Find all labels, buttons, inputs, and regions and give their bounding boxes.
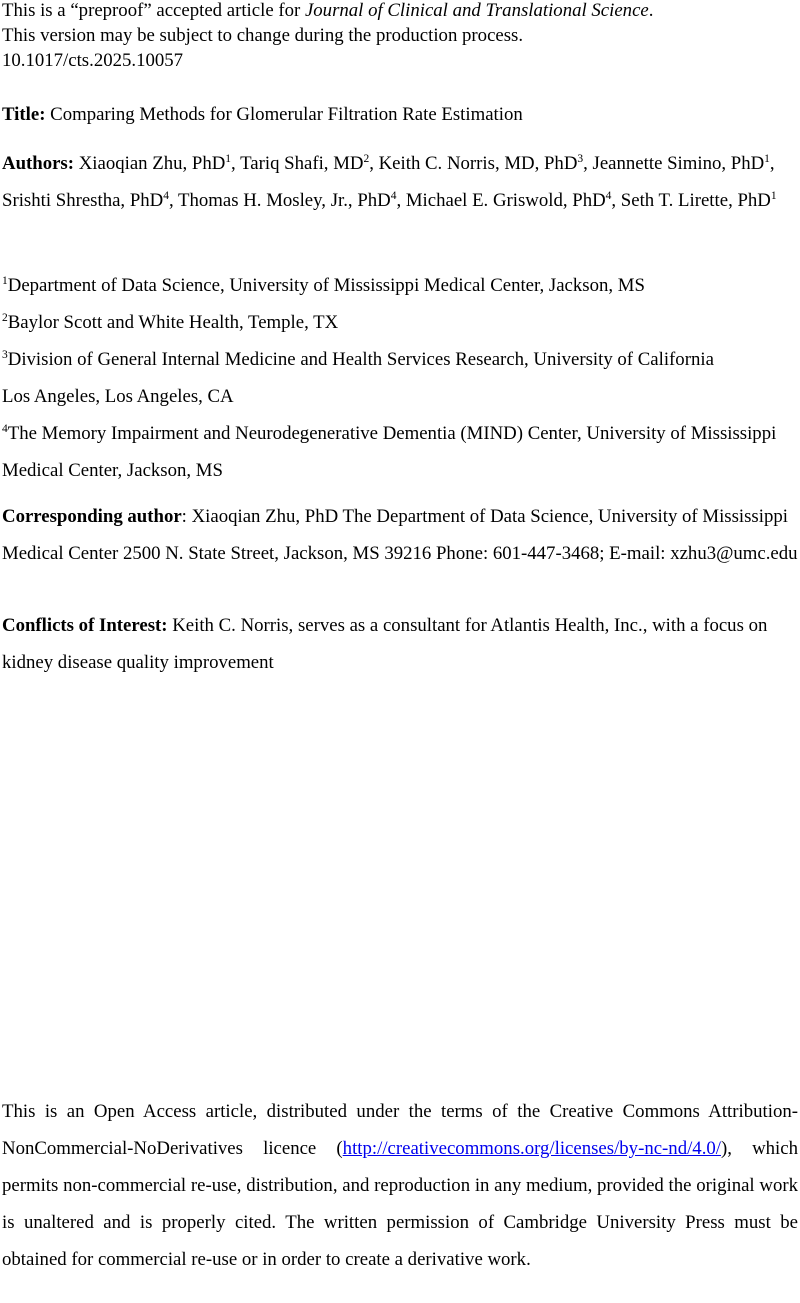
- authors-label: Authors:: [2, 153, 74, 174]
- author-affiliation-marker: 3: [577, 152, 584, 165]
- title-label: Title:: [2, 104, 46, 125]
- corresponding-author-block: [2, 498, 798, 572]
- affiliation-4: $^4$The Memory Impairment and Neurodegenerative Dementia (MIND) Center, University of Mississippi Medical Center, Jackson, MS: [2, 422, 777, 481]
- author-affiliation-marker: 4: [163, 189, 169, 202]
- preproof-notice: [2, 0, 798, 73]
- doi: 10.1017/cts.2025.10057: [2, 50, 184, 71]
- journal-name: Journal of Clinical and Translational Science: [304, 0, 649, 21]
- author-separator: ,: [369, 153, 379, 174]
- title-line: [2, 102, 798, 127]
- author-separator: ,: [396, 190, 406, 211]
- conflicts-text: Keith C. Norris, serves as a consultant for Atlantis Health, Inc., with a focus on kidney disease quality improvement: [2, 615, 768, 673]
- affiliation-3: $^3$Division of General Internal Medicine and Health Services Research, University of California Los Angeles, Los Angeles, CA: [2, 348, 714, 407]
- license-link[interactable]: http://creativecommons.org/licenses/by-nc-nd/4.0/: [342, 1138, 721, 1159]
- author-name: Thomas H. Mosley, Jr., PhD: [178, 190, 391, 211]
- author-separator: ,: [231, 153, 241, 174]
- author-separator: ,: [611, 190, 621, 211]
- preproof-line-2: This version may be subject to change during the production process.: [2, 25, 524, 46]
- license-block: This is an Open Access article, distributed under the terms of the Creative Commons Attribution- NonCommercial-NoDerivatives licence (http://creativecommons.org/licenses/by-nc-nd/4.0/), which permits non-commercial re-use, distribution, and reproduction in any medium, provided the original work is unaltered and is properly cited. The written permission of Cambridge University Press must be obtained for commercial re-use or in order to create a derivative work.: [2, 1101, 798, 1270]
- affiliation-2: $^2$Baylor Scott and White Health, Temple, TX: [2, 311, 339, 333]
- author-name: Jeannette Simino, PhD: [592, 153, 765, 174]
- author-separator: ,: [168, 190, 179, 211]
- corresponding-label: Corresponding author: [2, 506, 182, 527]
- author-affiliation-marker: 1: [764, 152, 770, 165]
- author-separator: ,: [769, 153, 775, 174]
- author-affiliation-marker: 4: [390, 189, 397, 202]
- author-name: Seth T. Lirette, PhD: [620, 190, 771, 211]
- author-affiliation-marker: 2: [363, 152, 370, 165]
- author-name: Xiaoqian Zhu, PhD: [78, 153, 226, 174]
- author-affiliation-marker: 1: [770, 189, 777, 202]
- author-name: Michael E. Griswold, PhD: [405, 190, 606, 211]
- author-affiliation-marker: 4: [605, 189, 612, 202]
- author-separator: ,: [583, 153, 593, 174]
- authors-block: [2, 145, 798, 219]
- conflicts-label: Conflicts of Interest:: [2, 615, 168, 636]
- author-affiliation-marker: 1: [225, 152, 232, 165]
- affiliations-block: [2, 267, 798, 489]
- corresponding-text: : Xiaoqian Zhu, PhD The Department of Data Science, University of Mississippi Medical Center 2500 N. State Street, Jackson, MS 39216 Phone: 601-447-3468; E-mail: xzhu3@umc.edu: [2, 506, 798, 564]
- author-name: Keith C. Norris, MD, PhD: [378, 153, 578, 174]
- author-name: Tariq Shafi, MD: [240, 153, 364, 174]
- author-name: Srishti Shrestha, PhD: [2, 190, 164, 211]
- preproof-line-1: This is a “preproof” accepted article for Journal of Clinical and Translational Science.: [2, 0, 654, 21]
- article-title: Comparing Methods for Glomerular Filtration Rate Estimation: [50, 104, 523, 125]
- conflicts-block: [2, 607, 798, 681]
- affiliation-1: $^1$Department of Data Science, University of Mississippi Medical Center, Jackson, MS: [2, 274, 645, 296]
